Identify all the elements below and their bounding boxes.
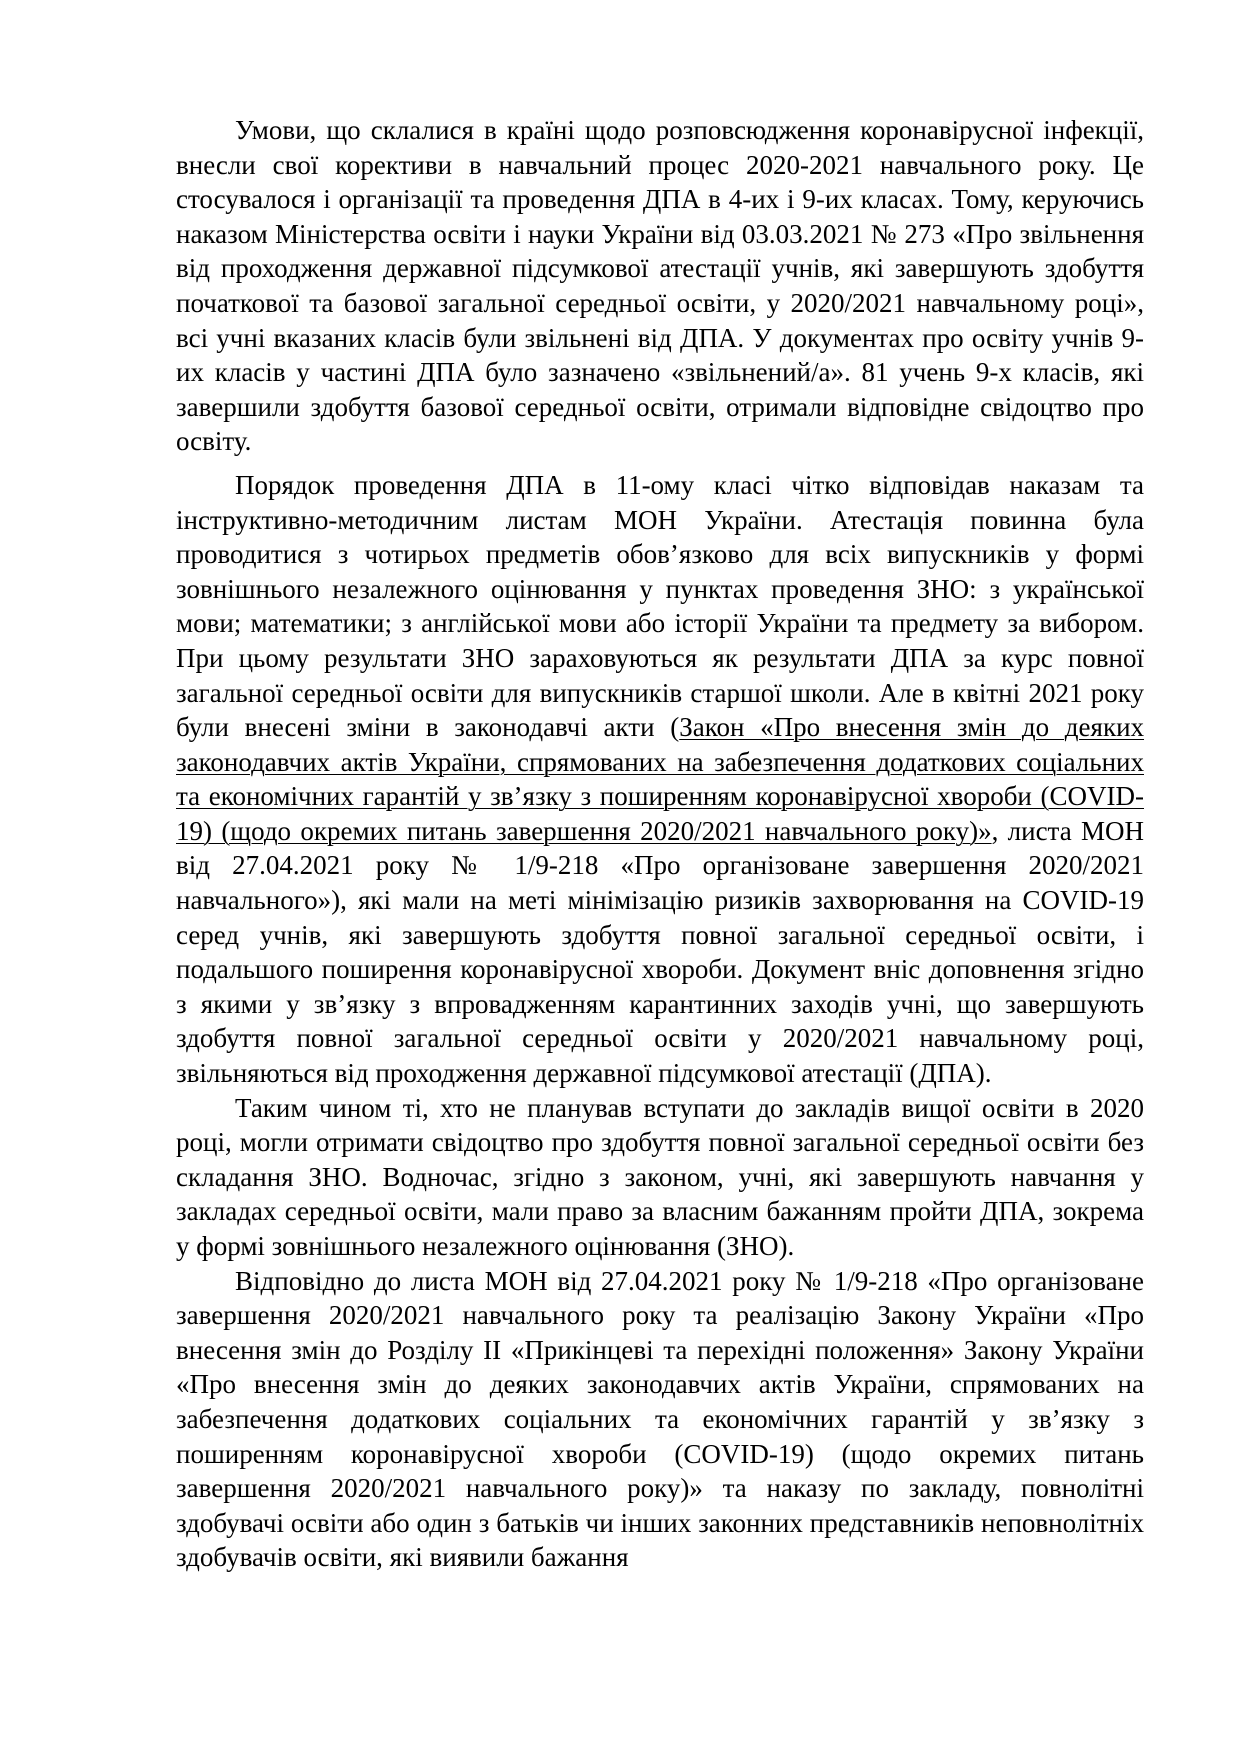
paragraph-2-text-after: , листа МОН від 27.04.2021 року № 1/9-218 «Про організоване завершення 2020/2021 навчального»), які мали на меті мінімізацію ризиків захворювання на COVID-19 серед учнів, які завершують здобуття повної загальної середньої освіти, і подальшого поширення коронавірусної хвороби. Документ вніс доповнення згідно з якими у зв’язку з впровадженням карантинних заходів учні, що завершують здобуття повної загальної середньої освіти у 2020/2021 навчальному році, звільняються від проходження державної підсумкової атестації (ДПА).	[176, 815, 1145, 1089]
law-reference-link[interactable]: Закон «Про внесення змін до деяких законодавчих актів України, спрямованих на забезпечення додаткових соціальних та економічних гарантій у зв’язку з поширенням коронавірусної хвороби (COVID-19) (щодо окремих питань завершення 2020/2021 навчального року)»	[176, 712, 1145, 846]
document-body	[176, 113, 1144, 1575]
paragraph-3: Таким чином ті, хто не планував вступати до закладів вищої освіти в 2020 році, могли отримати свідоцтво про здобуття повної загальної середньої освіти без складання ЗНО. Водночас, згідно з законом, учні, які завершують навчання у закладах середньої освіти, мали право за власним бажанням пройти ДПА, зокрема у формі зовнішнього незалежного оцінювання (ЗНО).	[176, 1092, 1144, 1261]
paragraph-2-text-before: Порядок проведення ДПА в 11-ому класі чітко відповідав наказам та інструктивно-методичним листам МОН України. Атестація повинна була проводитися з чотирьох предметів обов’язково для всіх випускників у формі зовнішнього незалежного оцінювання у пунктах проведення ЗНО: з української мови; математики; з англійської мови або історії України та предмету за вибором. При цьому результати ЗНО зараховуються як результати ДПА за курс повної загальної середньої освіти для випускників старшої школи. Але в квітні 2021 року були внесені зміни в законодавчі акти (	[176, 469, 1144, 743]
paragraph-2	[176, 468, 1144, 1091]
paragraph-1: Умови, що склалися в країні щодо розповсюдження коронавірусної інфекції, внесли свої корективи в навчальний процес 2020-2021 навчального року. Це стосувалося і організації та проведення ДПА в 4-их і 9-их класах. Тому, керуючись наказом Міністерства освіти і науки України від 03.03.2021 № 273 «Про звільнення від проходження державної підсумкової атестації учнів, які завершують здобуття початкової та базової загальної середньої освіти, у 2020/2021 навчальному році», всі учні вказаних класів були звільнені від ДПА. У документах про освіту учнів 9-их класів у частині ДПА було зазначено «звільнений/а». 81 учень 9-х класів, які завершили здобуття базової середньої освіти, отримали відповідне свідоцтво про освіту.	[176, 115, 1144, 457]
paragraph-4: Відповідно до листа МОН від 27.04.2021 року № 1/9-218 «Про організоване завершення 2020/2021 навчального року та реалізацію Закону України «Про внесення змін до Розділу ІІ «Прикінцеві та перехідні положення» Закону України «Про внесення змін до деяких законодавчих актів України, спрямованих на забезпечення додаткових соціальних та економічних гарантій у зв’язку з поширенням коронавірусної хвороби (COVID-19) (щодо окремих питань завершення 2020/2021 навчального року)» та наказу по закладу, повнолітні здобувачі освіти або один з батьків чи інших законних представників неповнолітніх здобувачів освіти, які виявили бажання	[176, 1265, 1144, 1573]
